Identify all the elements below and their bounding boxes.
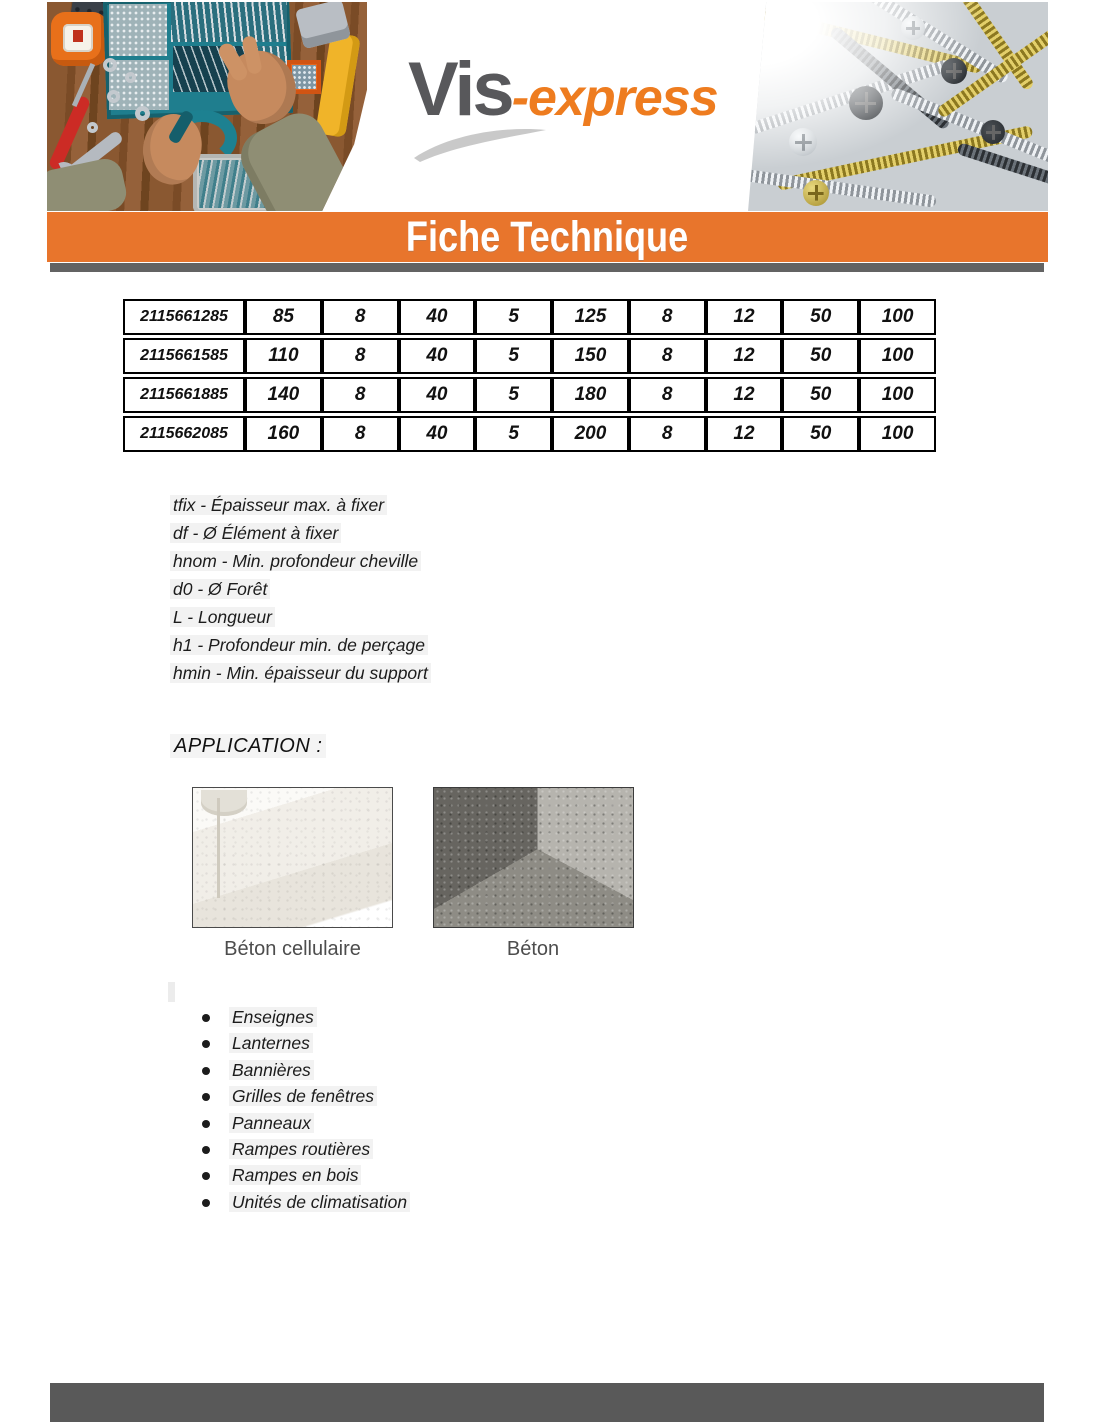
brand-name-suffix: -express [511,69,718,127]
page-title: Fiche Technique [406,212,689,261]
photo-decoration [217,798,220,898]
article-code: 2115661285 [123,299,245,335]
photo-decoration [73,30,83,42]
application-heading-text: APPLICATION : [170,734,326,758]
photo-decoration [109,60,169,110]
table-cell: 5 [475,377,552,413]
table-cell: 100 [859,416,936,452]
list-item-text: Unités de climatisation [229,1192,410,1212]
table-cell: 40 [399,338,476,374]
list-item-text: Bannières [229,1060,314,1080]
spec-table [123,296,936,455]
aerated-concrete-image [192,787,393,928]
list-item [198,1031,410,1057]
table-cell: 40 [399,299,476,335]
table-row [123,416,936,452]
table-cell: 8 [322,416,399,452]
list-item [198,1084,410,1110]
table-cell: 12 [706,338,783,374]
article-code: 2115661585 [123,338,245,374]
uses-list [198,1005,410,1216]
legend-item-text: df - Ø Élément à fixer [170,523,341,543]
table-cell: 8 [629,299,706,335]
banner [47,212,1048,262]
article-code: 2115661885 [123,377,245,413]
legend-item [170,492,431,520]
table-cell: 8 [629,416,706,452]
legend-item-text: tfix - Épaisseur max. à fixer [170,495,387,515]
list-item-text: Enseignes [229,1007,317,1027]
screws-photo [745,2,1048,211]
footer-bar [50,1383,1044,1422]
table-cell: 40 [399,416,476,452]
table-cell: 40 [399,377,476,413]
table-cell: 160 [245,416,322,452]
material-caption: Béton [506,938,560,960]
brand-logo [408,47,718,132]
table-cell: 12 [706,416,783,452]
washer-shape [125,72,136,83]
table-row [123,299,936,335]
photo-decoration [201,790,247,816]
list-item [198,1005,410,1031]
legend-item [170,604,431,632]
table-cell: 50 [782,299,859,335]
table-cell: 180 [552,377,629,413]
table-cell: 5 [475,299,552,335]
legend-item-text: hnom - Min. profondeur cheville [170,551,421,571]
table-cell: 50 [782,377,859,413]
list-item-text: Rampes routières [229,1139,373,1159]
table-cell: 85 [245,299,322,335]
concrete-image [433,787,634,928]
photo-decoration [745,2,1048,211]
table-cell: 8 [629,338,706,374]
table-cell: 100 [859,299,936,335]
material-caption: Béton cellulaire [224,938,361,960]
list-item [198,1111,410,1137]
table-cell: 8 [322,377,399,413]
washer-shape [87,122,98,133]
table-cell: 50 [782,416,859,452]
legend-item [170,632,431,660]
list-item [198,1163,410,1189]
list-item-text: Rampes en bois [229,1165,361,1185]
table-cell: 50 [782,338,859,374]
legend-item-text: hmin - Min. épaisseur du support [170,663,431,683]
legend [170,492,431,688]
legend-item [170,548,431,576]
list-item-text: Lanternes [229,1033,313,1053]
list-item-text: Panneaux [229,1113,314,1133]
yellow-tool-shape [315,32,361,137]
list-item [198,1058,410,1084]
application-heading [170,735,326,758]
table-cell: 150 [552,338,629,374]
table-cell: 12 [706,377,783,413]
table-cell: 140 [245,377,322,413]
table-cell: 100 [859,338,936,374]
table-row [123,377,936,413]
washer-shape [135,106,150,121]
legend-item [170,660,431,688]
table-cell: 8 [629,377,706,413]
material-concrete [433,787,634,960]
table-cell: 110 [245,338,322,374]
table-cell: 8 [322,338,399,374]
highlight-mark [168,982,175,1002]
list-item [198,1137,410,1163]
list-item [198,1190,410,1216]
list-item-text: Grilles de fenêtres [229,1086,377,1106]
table-cell: 12 [706,299,783,335]
article-code: 2115662085 [123,416,245,452]
legend-item-text: d0 - Ø Forêt [170,579,270,599]
table-cell: 100 [859,377,936,413]
workbench-photo [47,2,367,211]
brand-name-primary: Vis [408,47,512,132]
material-aerated-concrete [192,787,393,960]
washer-shape [103,58,117,72]
table-cell: 200 [552,416,629,452]
photo-decoration [109,4,167,56]
photo-decoration [171,2,287,42]
table-cell: 125 [552,299,629,335]
table-cell: 8 [322,299,399,335]
legend-item-text: h1 - Profondeur min. de perçage [170,635,428,655]
divider [50,263,1044,272]
table-row [123,338,936,374]
legend-item [170,520,431,548]
table-cell: 5 [475,416,552,452]
legend-item [170,576,431,604]
washer-shape [107,90,120,103]
legend-item-text: L - Longueur [170,607,275,627]
table-cell: 5 [475,338,552,374]
